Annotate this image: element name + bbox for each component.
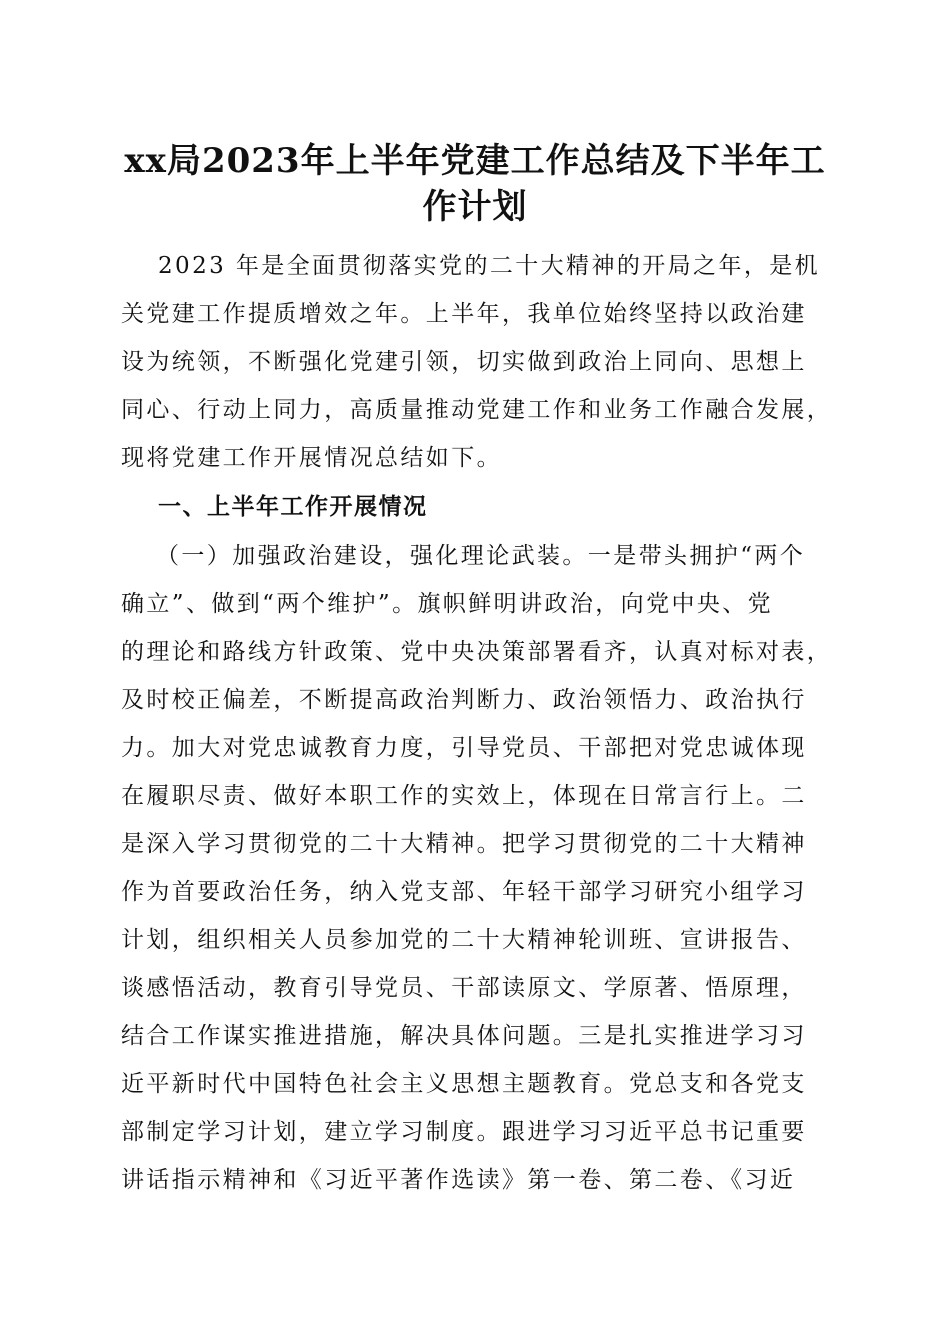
section-line-2: 确立”、做到“两个维护”。旗帜鲜明讲政治，向党中央、党 (121, 591, 774, 617)
intro-line-3: 设为统领，不断强化党建引领，切实做到政治上同向、思想上 (121, 349, 807, 375)
section-line-9: 计划，组织相关人员参加党的二十大精神轮训班、宣讲报告、 (121, 927, 807, 953)
section-line-1: （一）加强政治建设，强化理论武装。一是带头拥护“两个 (156, 543, 806, 569)
intro-line-2: 关党建工作提质增效之年。上半年，我单位始终坚持以政治建 (121, 301, 807, 327)
section-line-5: 力。加大对党忠诚教育力度，引导党员、干部把对党忠诚体现 (121, 735, 807, 761)
section-line-12: 近平新时代中国特色社会主义思想主题教育。党总支和各党支 (121, 1071, 807, 1097)
intro-line-1: 2023 年是全面贯彻落实党的二十大精神的开局之年，是机 (158, 253, 821, 279)
section-line-11: 结合工作谋实推进措施，解决具体问题。三是扎实推进学习习 (121, 1023, 807, 1049)
intro-line-4: 同心、行动上同力，高质量推动党建工作和业务工作融合发展， (121, 397, 833, 423)
section-line-8: 作为首要政治任务，纳入党支部、年轻干部学习研究小组学习 (121, 879, 807, 905)
section-line-4: 及时校正偏差，不断提高政治判断力、政治领悟力、政治执行 (121, 687, 807, 713)
section-line-3: 的理论和路线方针政策、党中央决策部署看齐，认真对标对表， (121, 639, 833, 665)
section-line-14: 讲话指示精神和《习近平著作选读》第一卷、第二卷、《习近 (121, 1167, 796, 1193)
title-line-1: xx局2023年上半年党建工作总结及下半年工 (124, 141, 826, 181)
section-heading: 一、上半年工作开展情况 (158, 494, 428, 520)
title-line-2: 作计划 (422, 187, 528, 227)
intro-line-5: 现将党建工作开展情况总结如下。 (121, 445, 502, 471)
document-title (110, 138, 840, 230)
section-line-13: 部制定学习计划，建立学习制度。跟进学习习近平总书记重要 (121, 1119, 807, 1145)
section-line-10: 谈感悟活动，教育引导党员、干部读原文、学原著、悟原理， (121, 975, 807, 1001)
section-line-7: 是深入学习贯彻党的二十大精神。把学习贯彻党的二十大精神 (121, 831, 807, 857)
section-line-6: 在履职尽责、做好本职工作的实效上，体现在日常言行上。二 (121, 783, 807, 809)
